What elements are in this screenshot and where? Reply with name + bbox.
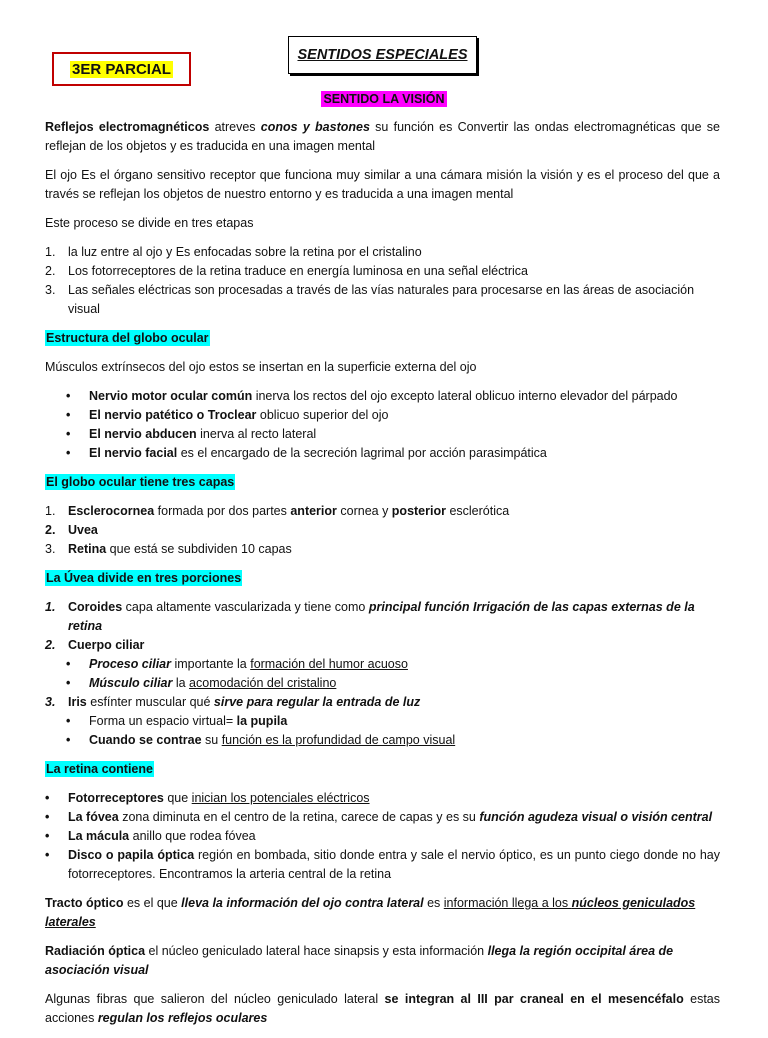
text: atreves xyxy=(209,120,261,134)
text: su función es Convertir las ondas electromagnéticas que se reflejan de los objetos y es traducida en una imagen mental xyxy=(45,120,721,153)
steps-list xyxy=(45,243,720,319)
term: Coroides xyxy=(68,600,123,614)
capas-list xyxy=(45,502,720,559)
term: Disco o papila óptica xyxy=(68,848,195,862)
term: El nervio facial xyxy=(89,446,178,460)
list-item xyxy=(45,846,720,884)
tracto-paragraph xyxy=(45,894,720,932)
document-body xyxy=(45,118,720,1038)
list-item: 3. Las señales eléctricas son procesadas a través de las vías naturales para procesarse en las áreas de asociación visual xyxy=(45,281,720,319)
text: estas acciones xyxy=(45,992,720,1025)
term: El nervio patético o Troclear xyxy=(89,408,257,422)
subtitle-row xyxy=(0,90,768,108)
intro-paragraph-1 xyxy=(45,118,720,156)
text: el núcleo geniculado lateral hace sinapsis y esta información xyxy=(145,944,488,958)
retina-list xyxy=(45,789,720,884)
term: anterior xyxy=(290,504,337,518)
text: oblicuo superior del ojo xyxy=(256,408,389,422)
underlined-text: formación del humor acuoso xyxy=(250,657,408,671)
list-item xyxy=(45,598,720,636)
section-heading-estructura xyxy=(45,329,720,348)
section-heading-uvea xyxy=(45,569,720,588)
list-item xyxy=(45,655,720,674)
list-item xyxy=(45,712,720,731)
term: Esclerocornea xyxy=(68,504,155,518)
text: capa altamente vascularizada y tiene como xyxy=(122,600,369,614)
estructura-intro: Músculos extrínsecos del ojo estos se insertan en la superficie externa del ojo xyxy=(45,360,477,374)
text: zona diminuta en el centro de la retina, carece de capas y es su xyxy=(118,810,480,824)
term: posterior xyxy=(391,504,446,518)
term: La mácula xyxy=(68,829,130,843)
list-item xyxy=(45,540,720,559)
emphasis: lleva la información del ojo contra lateral xyxy=(181,896,424,910)
underlined-text: acomodación del cristalino xyxy=(189,676,337,690)
heading-text: El globo ocular tiene tres capas xyxy=(46,475,235,489)
text: inerva al recto lateral xyxy=(196,427,317,441)
emphasis: Músculo ciliar xyxy=(89,676,173,690)
text: cornea y xyxy=(336,504,392,518)
term: se integran al III par craneal en el mesencéfalo xyxy=(384,992,684,1006)
list-item xyxy=(45,827,720,846)
list-item xyxy=(45,425,720,444)
text: esfínter muscular qué xyxy=(86,695,214,709)
list-item xyxy=(45,502,720,521)
fibras-paragraph xyxy=(45,990,720,1028)
heading-text: La retina contiene xyxy=(46,762,153,776)
title-box xyxy=(288,36,477,74)
emphasis: función agudeza visual o visión central xyxy=(479,810,713,824)
text: Algunas fibras que salieron del núcleo geniculado lateral xyxy=(45,992,385,1006)
uvea-list xyxy=(45,598,720,750)
text: que está se subdividen 10 capas xyxy=(106,542,292,556)
text: que xyxy=(163,791,192,805)
text: formada por dos partes xyxy=(154,504,291,518)
intro-paragraph-3: Este proceso se divide en tres etapas xyxy=(45,216,254,230)
intro-term: Reflejos electromagnéticos xyxy=(45,120,210,134)
term: Cuando se contrae xyxy=(89,733,202,747)
list-item xyxy=(45,444,720,463)
text: Forma un espacio virtual= xyxy=(89,714,237,728)
term: Iris xyxy=(68,695,87,709)
underlined-text: función es la profundidad de campo visual xyxy=(221,733,456,747)
emphasis: núcleos geniculados laterales xyxy=(45,896,696,929)
section-heading-capas xyxy=(45,473,720,492)
text: es el que xyxy=(123,896,182,910)
term: Retina xyxy=(68,542,107,556)
list-item xyxy=(45,387,720,406)
heading-text: Estructura del globo ocular xyxy=(46,331,209,345)
emphasis: llega la región occipital área de asociación visual xyxy=(45,944,674,977)
list-item xyxy=(45,731,720,750)
term: Cuerpo ciliar xyxy=(68,638,145,652)
term: Tracto óptico xyxy=(45,896,124,910)
list-item: 1. la luz entre al ojo y Es enfocadas sobre la retina por el cristalino xyxy=(45,243,720,262)
list-item xyxy=(45,406,720,425)
term: La fóvea xyxy=(68,810,119,824)
page-title: SENTIDOS ESPECIALES xyxy=(297,47,468,63)
text: su xyxy=(201,733,222,747)
subtitle: SENTIDO LA VISIÓN xyxy=(323,92,445,106)
underlined-text: inician los potenciales eléctricos xyxy=(191,791,370,805)
list-item xyxy=(45,674,720,693)
list-item xyxy=(45,636,720,655)
text: esclerótica xyxy=(445,504,510,518)
emphasis: regulan los reflejos oculares xyxy=(97,1011,268,1025)
intro-paragraph-2: El ojo Es el órgano sensitivo receptor que funciona muy similar a una cámara misión la visión y es el proceso del que a través se reflejan los objetos de nuestro entorno y es traducida a una imagen mental xyxy=(45,168,720,201)
emphasis: Proceso ciliar xyxy=(89,657,171,671)
radiacion-paragraph xyxy=(45,942,720,980)
text: región en bombada, sitio donde entra y sale el nervio óptico, es un punto ciego donde no hay fotorreceptores. Encontramos la arteria central de la retina xyxy=(68,848,720,881)
emphasis: principal función Irrigación de las capas externas de la retina xyxy=(68,600,695,633)
text: inerva los rectos del ojo excepto lateral oblicuo interno elevador del párpado xyxy=(252,389,678,403)
parcial-badge xyxy=(52,52,191,86)
nerves-list xyxy=(45,387,720,463)
list-item xyxy=(45,808,720,827)
parcial-label: 3ER PARCIAL xyxy=(72,60,171,78)
term: El nervio abducen xyxy=(89,427,197,441)
term: Uvea xyxy=(68,523,98,537)
text: importante la xyxy=(171,657,251,671)
text: anillo que rodea fóvea xyxy=(129,829,256,843)
term: Nervio motor ocular común xyxy=(89,389,253,403)
list-item xyxy=(45,789,720,808)
emphasis: conos y bastones xyxy=(260,120,370,134)
term: Fotorreceptores xyxy=(68,791,164,805)
emphasis: sirve para regular la entrada de luz xyxy=(213,695,421,709)
text: información llega a los xyxy=(443,896,572,910)
list-item xyxy=(45,521,720,540)
term: Radiación óptica xyxy=(45,944,146,958)
list-item: 2. Los fotorreceptores de la retina traduce en energía luminosa en una señal eléctrica xyxy=(45,262,720,281)
text: la xyxy=(172,676,190,690)
text: es xyxy=(423,896,444,910)
term: la pupila xyxy=(236,714,288,728)
heading-text: La Úvea divide en tres porciones xyxy=(46,571,242,585)
section-heading-retina xyxy=(45,760,720,779)
text: es el encargado de la secreción lagrimal por acción parasimpática xyxy=(177,446,547,460)
list-item xyxy=(45,693,720,712)
